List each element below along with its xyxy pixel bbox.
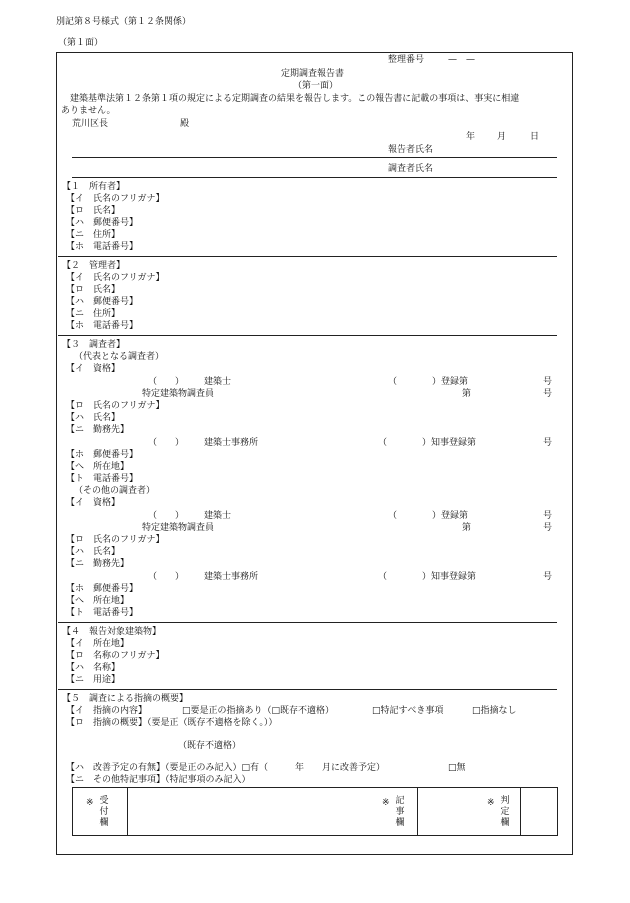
indication-label: 【イ 指摘の内容】 <box>66 706 148 716</box>
address-label: 【へ 所在地】 <box>66 596 130 606</box>
addressee: 荒川区長 <box>72 119 109 129</box>
plan-none-checkbox[interactable]: □無 <box>448 763 466 773</box>
summary-label: 【ロ 指摘の概要】（要是正（既存不適格を除く。）） <box>66 718 278 728</box>
report-body-line1: 建築基準法第１２条第１項の規定による定期調査の結果を報告します。この報告書に記載の事項は、事実に相違 <box>70 94 520 104</box>
section-divider <box>58 622 557 623</box>
section1-item: 【ニ 住所】 <box>66 230 121 240</box>
governor-open-paren: （ <box>378 572 388 582</box>
registration-label: ）登録第 <box>432 511 469 521</box>
name-label: 【ハ 氏名】 <box>66 547 121 557</box>
asterisk-mark: ※ <box>487 798 495 808</box>
number-label: 第 <box>462 389 472 399</box>
go-label: 号 <box>543 523 553 533</box>
section-divider <box>58 335 557 336</box>
postal-label: 【ホ 郵便番号】 <box>66 450 139 460</box>
form-label: 別記第８号様式（第１２条関係） <box>56 17 192 27</box>
date-day: 日 <box>530 132 540 142</box>
address-label: 【へ 所在地】 <box>66 462 130 472</box>
none-checkbox[interactable]: □指摘なし <box>472 706 517 716</box>
qualification-paren: （ ） <box>148 377 185 387</box>
postal-label: 【ホ 郵便番号】 <box>66 584 139 594</box>
date-year: 年 <box>466 132 476 142</box>
name-label: 【ハ 氏名】 <box>66 413 121 423</box>
plan-label[interactable]: 【ハ 改善予定の有無】（要是正のみ記入）□有（ 年 月に改善予定） <box>66 763 386 773</box>
section1-heading: 【１ 所有者】 <box>62 182 126 192</box>
table-divider <box>417 787 418 836</box>
asterisk-mark: ※ <box>382 798 390 808</box>
inspector-signature-line <box>72 177 557 178</box>
section2-heading: 【２ 管理者】 <box>62 261 126 271</box>
section2-item: 【ロ 氏名】 <box>66 285 121 295</box>
qualification-label: 【イ 資格】 <box>66 364 121 374</box>
qualification-label: 【イ 資格】 <box>66 498 121 508</box>
architect-label: 建築士 <box>204 511 232 521</box>
registration-open-paren: （ <box>388 511 398 521</box>
section1-item: 【ロ 氏名】 <box>66 206 121 216</box>
notes-box-label: 記事欄 <box>395 796 405 828</box>
reporter-label: 報告者氏名 <box>388 145 434 155</box>
reference-number-value: — — <box>448 55 476 65</box>
report-title: 定期調査報告書 <box>281 69 345 79</box>
section2-item: 【ニ 住所】 <box>66 309 121 319</box>
go-label: 号 <box>543 377 553 387</box>
furigana-label: 【ロ 氏名のフリガナ】 <box>66 535 165 545</box>
existing-label: （既存不適格） <box>178 741 242 751</box>
table-divider <box>127 787 128 836</box>
number-label: 第 <box>462 523 472 533</box>
section1-item: 【ホ 電話番号】 <box>66 242 139 252</box>
other-notes-label: 【ニ その他特記事項】（特記事項のみ記入） <box>66 775 251 785</box>
section2-item: 【ハ 郵便番号】 <box>66 297 139 307</box>
office-paren: （ ） <box>148 438 185 448</box>
receipt-box-label: 受付欄 <box>99 796 109 828</box>
judgment-box-label: 判定欄 <box>500 796 510 828</box>
phone-label: 【ト 電話番号】 <box>66 608 139 618</box>
special-checkbox[interactable]: □特記すべき事項 <box>372 706 444 716</box>
go-label: 号 <box>543 511 553 521</box>
phone-label: 【ト 電話番号】 <box>66 474 139 484</box>
registration-label: ）登録第 <box>432 377 469 387</box>
section4-heading: 【４ 報告対象建築物】 <box>62 627 162 637</box>
section4-item: 【ハ 名称】 <box>66 663 121 673</box>
qualification-paren: （ ） <box>148 511 185 521</box>
office-label: 建築士事務所 <box>204 438 259 448</box>
section2-item: 【イ 氏名のフリガナ】 <box>66 273 165 283</box>
honorific: 殿 <box>180 119 190 129</box>
reference-number-label: 整理番号 <box>388 55 425 65</box>
go-label: 号 <box>543 438 553 448</box>
special-inspector-label: 特定建築物調査員 <box>142 523 215 533</box>
report-body-line2: ありません。 <box>61 106 116 116</box>
reporter-signature-line <box>72 157 557 158</box>
furigana-label: 【ロ 氏名のフリガナ】 <box>66 401 165 411</box>
go-label: 号 <box>543 572 553 582</box>
section1-item: 【イ 氏名のフリガナ】 <box>66 194 165 204</box>
special-inspector-label: 特定建築物調査員 <box>142 389 215 399</box>
office-label: 建築士事務所 <box>204 572 259 582</box>
section5-heading: 【５ 調査による指摘の概要】 <box>62 694 189 704</box>
section4-item: 【ロ 名称のフリガナ】 <box>66 651 165 661</box>
office-paren: （ ） <box>148 572 185 582</box>
page-label: （第１面） <box>58 38 104 48</box>
office-use-table <box>72 787 558 836</box>
asterisk-mark: ※ <box>86 798 94 808</box>
governor-open-paren: （ <box>378 438 388 448</box>
architect-label: 建築士 <box>204 377 232 387</box>
section4-item: 【ニ 用途】 <box>66 675 121 685</box>
governor-registration-label: ）知事登録第 <box>422 572 477 582</box>
rep-inspector-label: （代表となる調査者） <box>74 352 165 362</box>
report-subtitle: （第一面） <box>293 81 339 91</box>
section2-item: 【ホ 電話番号】 <box>66 321 139 331</box>
governor-registration-label: ）知事登録第 <box>422 438 477 448</box>
section4-item: 【イ 所在地】 <box>66 639 130 649</box>
section1-item: 【ハ 郵便番号】 <box>66 218 139 228</box>
table-divider <box>520 787 521 836</box>
registration-open-paren: （ <box>388 377 398 387</box>
inspector-label: 調査者氏名 <box>388 164 434 174</box>
correction-checkbox[interactable]: □要是正の指摘あり（□既存不適格） <box>182 706 335 716</box>
section-divider <box>58 256 557 257</box>
workplace-label: 【ニ 勤務先】 <box>66 425 130 435</box>
workplace-label: 【ニ 勤務先】 <box>66 559 130 569</box>
date-month: 月 <box>497 132 507 142</box>
section3-heading: 【３ 調査者】 <box>62 340 126 350</box>
section-divider <box>58 689 557 690</box>
other-inspector-label: （その他の調査者） <box>74 486 156 496</box>
go-label: 号 <box>543 389 553 399</box>
